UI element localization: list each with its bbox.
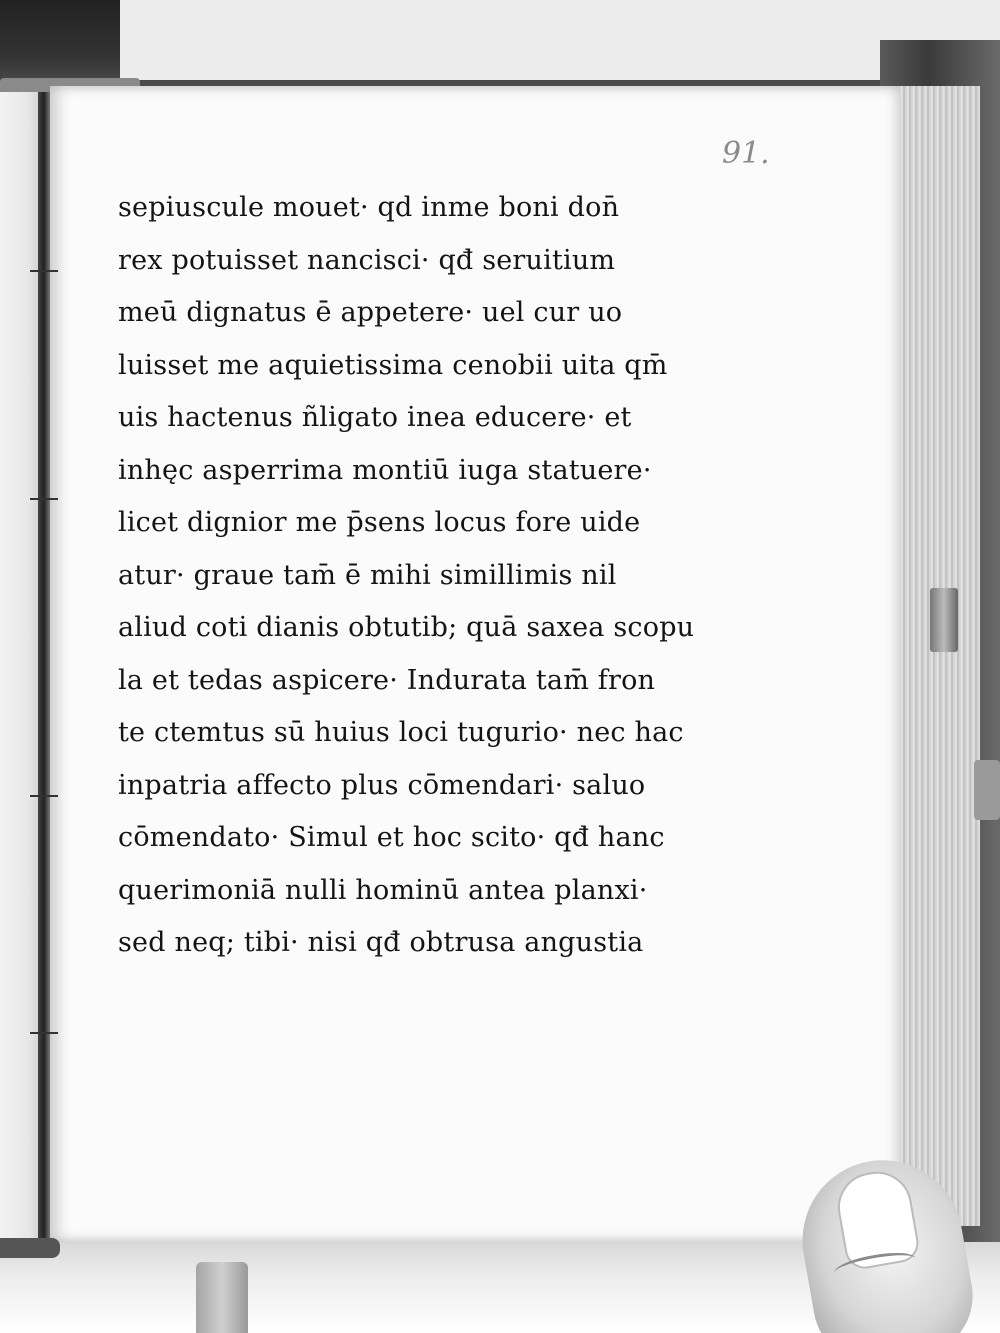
text-line: la et tedas aspicere· Indurata tam̄ fron bbox=[118, 664, 656, 696]
text-line: sepiuscule mouet· qd inme boni don̄ bbox=[118, 192, 620, 223]
text-line: cōmendato· Simul et hoc scito· qđ hanc bbox=[118, 822, 665, 853]
page-edges bbox=[898, 86, 980, 1226]
text-line: licet dignior me p̄sens locus fore uide bbox=[118, 507, 641, 538]
binding-stitch bbox=[30, 498, 58, 500]
text-line: meū dignatus ē appetere· uel cur uo bbox=[118, 297, 623, 328]
binding-stitch bbox=[30, 1032, 58, 1034]
left-clasp bbox=[0, 1238, 60, 1258]
manuscript-text bbox=[118, 182, 758, 970]
bookmark-ribbon bbox=[196, 1262, 248, 1333]
text-line: sed neq; tibi· nisi qđ obtrusa angustia bbox=[118, 927, 644, 958]
left-facing-page bbox=[0, 92, 42, 1242]
text-line: querimoniā nulli hominū antea planxi· bbox=[118, 874, 648, 906]
clasp-strap bbox=[974, 760, 1000, 820]
text-line: te ctemtus sū huius loci tugurio· nec hac bbox=[118, 717, 684, 748]
text-line: luisset me aquietissima cenobii uita qm̄ bbox=[118, 349, 668, 381]
background-light bbox=[120, 0, 1000, 80]
text-line: rex potuisset nancisci· qđ seruitium bbox=[118, 244, 616, 276]
folio-number: 91. bbox=[722, 136, 770, 171]
text-line: inpatria affecto plus cōmendari· saluo bbox=[118, 769, 646, 801]
text-line: uis hactenus ñligato inea educere· et bbox=[118, 402, 632, 433]
binding-stitch bbox=[30, 795, 58, 797]
clasp-tab bbox=[930, 588, 958, 652]
text-line: aliud coti dianis obtutib; quā saxea scopu bbox=[118, 612, 695, 643]
text-line: atur· graue tam̄ ē mihi simillimis nil bbox=[118, 559, 617, 591]
text-line: inhęc asperrima montiū iuga statuere· bbox=[118, 454, 652, 486]
binding-stitch bbox=[30, 270, 58, 272]
spine-gutter bbox=[38, 92, 50, 1252]
